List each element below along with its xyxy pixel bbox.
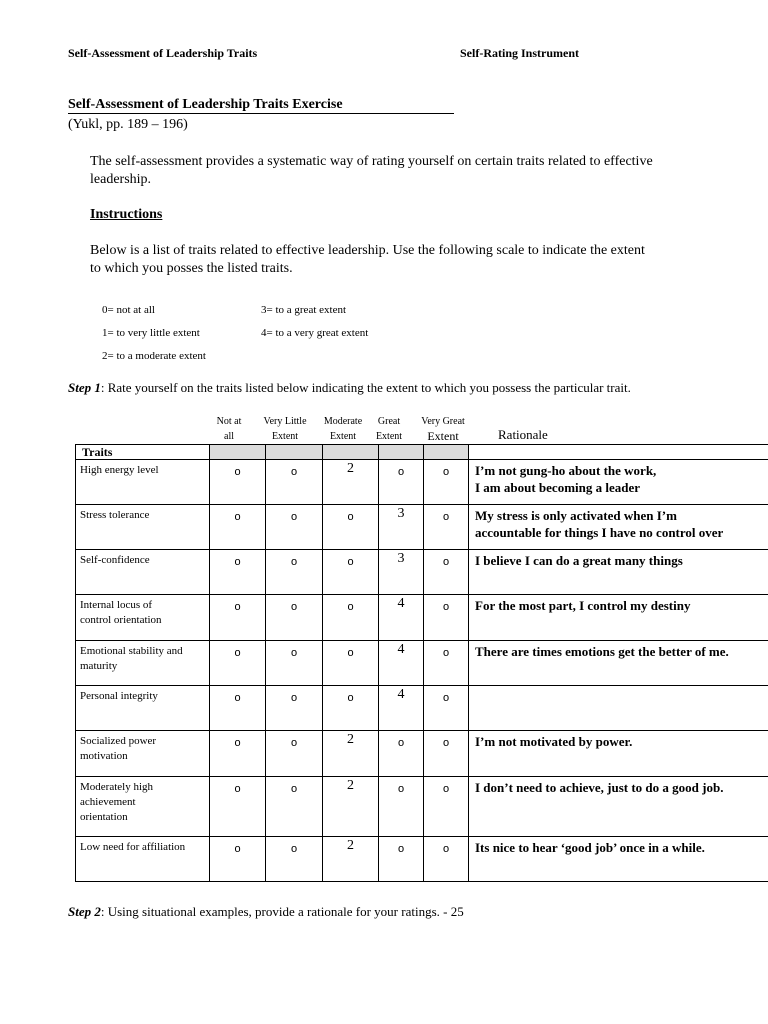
rating-cell: o xyxy=(323,505,379,550)
rating-cell: o xyxy=(424,777,469,837)
trait-line: achievement xyxy=(80,796,136,808)
rating-cell: o xyxy=(379,731,424,777)
rating-cell: o xyxy=(323,550,379,595)
rationale-line: accountable for things I have no control over xyxy=(475,525,724,540)
traits-table xyxy=(75,444,768,882)
rationale-line: I’m not gung-ho about the work, xyxy=(475,463,657,478)
rationale-cell xyxy=(469,686,768,731)
rationale-line: My stress is only activated when I’m xyxy=(475,508,677,523)
table-row xyxy=(76,686,768,731)
rationale-line: There are times emotions get the better of me. xyxy=(475,644,729,659)
step-1-text: : Rate yourself on the traits listed below indicating the extent to which you possess the particular trait. xyxy=(100,380,631,395)
rating-cell: o xyxy=(266,550,323,595)
trait-line: motivation xyxy=(80,750,128,762)
trait-line: control orientation xyxy=(80,614,162,626)
col-head-line: Extent xyxy=(375,431,403,442)
col-head-moderate xyxy=(316,414,370,444)
table-row xyxy=(76,550,768,595)
scale-item-3: 3= to a great extent xyxy=(261,304,347,316)
col-head-line: Very Little xyxy=(263,416,307,427)
intro-line: The self-assessment provides a systematic way of rating yourself on certain traits related to effective xyxy=(90,154,653,169)
rating-cell: o xyxy=(266,641,323,686)
trait-line: Moderately high xyxy=(80,781,154,793)
header-cell xyxy=(424,445,469,460)
trait-name xyxy=(76,641,210,686)
rating-cell: o xyxy=(424,460,469,505)
rating-cell: 2 xyxy=(323,837,379,882)
rationale-line: Its nice to hear ‘good job’ once in a while. xyxy=(475,840,705,855)
rationale-line: I’m not motivated by power. xyxy=(475,734,633,749)
trait-name xyxy=(76,777,210,837)
trait-line: Personal integrity xyxy=(80,690,158,702)
rationale-cell xyxy=(469,595,768,641)
col-head-line: Extent xyxy=(271,431,299,442)
col-head-very-little xyxy=(254,414,316,444)
table-row xyxy=(76,505,768,550)
trait-line: Low need for affiliation xyxy=(80,841,186,853)
trait-line: Emotional stability and xyxy=(80,645,183,657)
rating-cell: 3 xyxy=(379,550,424,595)
instructions-line: to which you posses the listed traits. xyxy=(90,261,293,276)
rating-cell: o xyxy=(210,686,266,731)
rating-cell: o xyxy=(266,837,323,882)
rationale-cell xyxy=(469,777,768,837)
rating-cell: o xyxy=(210,731,266,777)
intro-paragraph xyxy=(90,153,710,189)
col-head-line: Very Great xyxy=(421,416,465,427)
table-header-row xyxy=(76,445,768,460)
rating-cell: o xyxy=(323,595,379,641)
running-header-left: Self-Assessment of Leadership Traits xyxy=(68,46,258,60)
instructions-paragraph xyxy=(90,242,710,278)
rationale-cell xyxy=(469,837,768,882)
trait-line: Self-confidence xyxy=(80,554,150,566)
trait-name xyxy=(76,505,210,550)
trait-line: Internal locus of xyxy=(80,599,153,611)
rating-cell: o xyxy=(210,641,266,686)
rationale-line: I am about becoming a leader xyxy=(475,480,641,495)
table-row xyxy=(76,777,768,837)
rating-cell: o xyxy=(379,837,424,882)
running-header-right: Self-Rating Instrument xyxy=(460,46,579,60)
step-2-text: : Using situational examples, provide a rationale for your ratings. - 25 xyxy=(100,904,464,919)
trait-name xyxy=(76,460,210,505)
rationale-cell xyxy=(469,505,768,550)
trait-name xyxy=(76,686,210,731)
scale-item-1: 1= to very little extent xyxy=(102,327,200,339)
col-head-not-at-all xyxy=(208,414,250,444)
trait-line: orientation xyxy=(80,811,128,823)
trait-line: High energy level xyxy=(80,464,159,476)
table-row xyxy=(76,460,768,505)
rating-cell: o xyxy=(424,837,469,882)
rating-cell: o xyxy=(266,777,323,837)
rating-cell: o xyxy=(266,686,323,731)
step-2 xyxy=(68,904,464,920)
col-head-great xyxy=(370,414,408,444)
step-1 xyxy=(68,380,631,396)
trait-name xyxy=(76,837,210,882)
rating-cell: o xyxy=(266,460,323,505)
rating-cell: o xyxy=(210,595,266,641)
col-head-line: Great xyxy=(377,416,401,427)
rating-cell: o xyxy=(323,641,379,686)
rating-cell: o xyxy=(210,550,266,595)
table-row xyxy=(76,731,768,777)
rating-cell: o xyxy=(266,731,323,777)
rating-cell: o xyxy=(424,641,469,686)
header-cell xyxy=(323,445,379,460)
step-1-label: Step 1 xyxy=(68,380,101,395)
rating-cell: o xyxy=(210,460,266,505)
scale-item-4: 4= to a very great extent xyxy=(261,327,369,339)
col-head-line: Moderate xyxy=(323,416,363,427)
trait-name xyxy=(76,550,210,595)
traits-header: Traits xyxy=(76,445,210,460)
rating-cell: o xyxy=(210,505,266,550)
rationale-line: For the most part, I control my destiny xyxy=(475,598,691,613)
header-cell xyxy=(469,445,768,460)
col-head-line: all xyxy=(224,431,234,442)
header-cell xyxy=(379,445,424,460)
rating-cell: 2 xyxy=(323,777,379,837)
rating-cell: o xyxy=(424,731,469,777)
trait-line: Stress tolerance xyxy=(80,509,150,521)
instructions-heading: Instructions xyxy=(90,207,163,222)
trait-line: maturity xyxy=(80,660,118,672)
document-title: Self-Assessment of Leadership Traits Exercise xyxy=(68,96,454,114)
rating-cell: o xyxy=(266,505,323,550)
rationale-line: I don’t need to achieve, just to do a good job. xyxy=(475,780,724,795)
rating-cell: o xyxy=(323,686,379,731)
col-head-very-great xyxy=(412,414,474,444)
col-head-line: Extent xyxy=(427,429,459,443)
rating-cell: 2 xyxy=(323,460,379,505)
rating-cell: o xyxy=(379,460,424,505)
rating-cell: 3 xyxy=(379,505,424,550)
rating-cell: o xyxy=(210,777,266,837)
citation: (Yukl, pp. 189 – 196) xyxy=(68,117,188,132)
table-row xyxy=(76,837,768,882)
col-head-line: Not at xyxy=(216,416,242,427)
trait-line: Socialized power xyxy=(80,735,157,747)
instructions-line: Below is a list of traits related to effective leadership. Use the following scale to indicate the extent xyxy=(90,243,645,258)
intro-line: leadership. xyxy=(90,172,152,187)
rating-cell: o xyxy=(210,837,266,882)
step-2-label: Step 2 xyxy=(68,904,101,919)
header-cell xyxy=(266,445,323,460)
header-cell xyxy=(210,445,266,460)
scale-item-0: 0= not at all xyxy=(102,304,155,316)
rating-cell: o xyxy=(424,550,469,595)
table-row xyxy=(76,595,768,641)
scale-item-2: 2= to a moderate extent xyxy=(102,350,206,362)
rating-cell: 4 xyxy=(379,641,424,686)
rationale-line: I believe I can do a great many things xyxy=(475,553,683,568)
rating-cell: o xyxy=(266,595,323,641)
rating-cell: o xyxy=(424,505,469,550)
rationale-cell xyxy=(469,550,768,595)
rating-cell: 4 xyxy=(379,595,424,641)
rating-cell: 4 xyxy=(379,686,424,731)
col-head-rationale: Rationale xyxy=(498,427,548,442)
col-head-line: Extent xyxy=(329,431,357,442)
rationale-cell xyxy=(469,641,768,686)
rationale-cell xyxy=(469,460,768,505)
trait-name xyxy=(76,595,210,641)
rating-cell: o xyxy=(424,686,469,731)
trait-name xyxy=(76,731,210,777)
rationale-cell xyxy=(469,731,768,777)
table-row xyxy=(76,641,768,686)
rating-cell: o xyxy=(379,777,424,837)
rating-cell: 2 xyxy=(323,731,379,777)
rating-cell: o xyxy=(424,595,469,641)
